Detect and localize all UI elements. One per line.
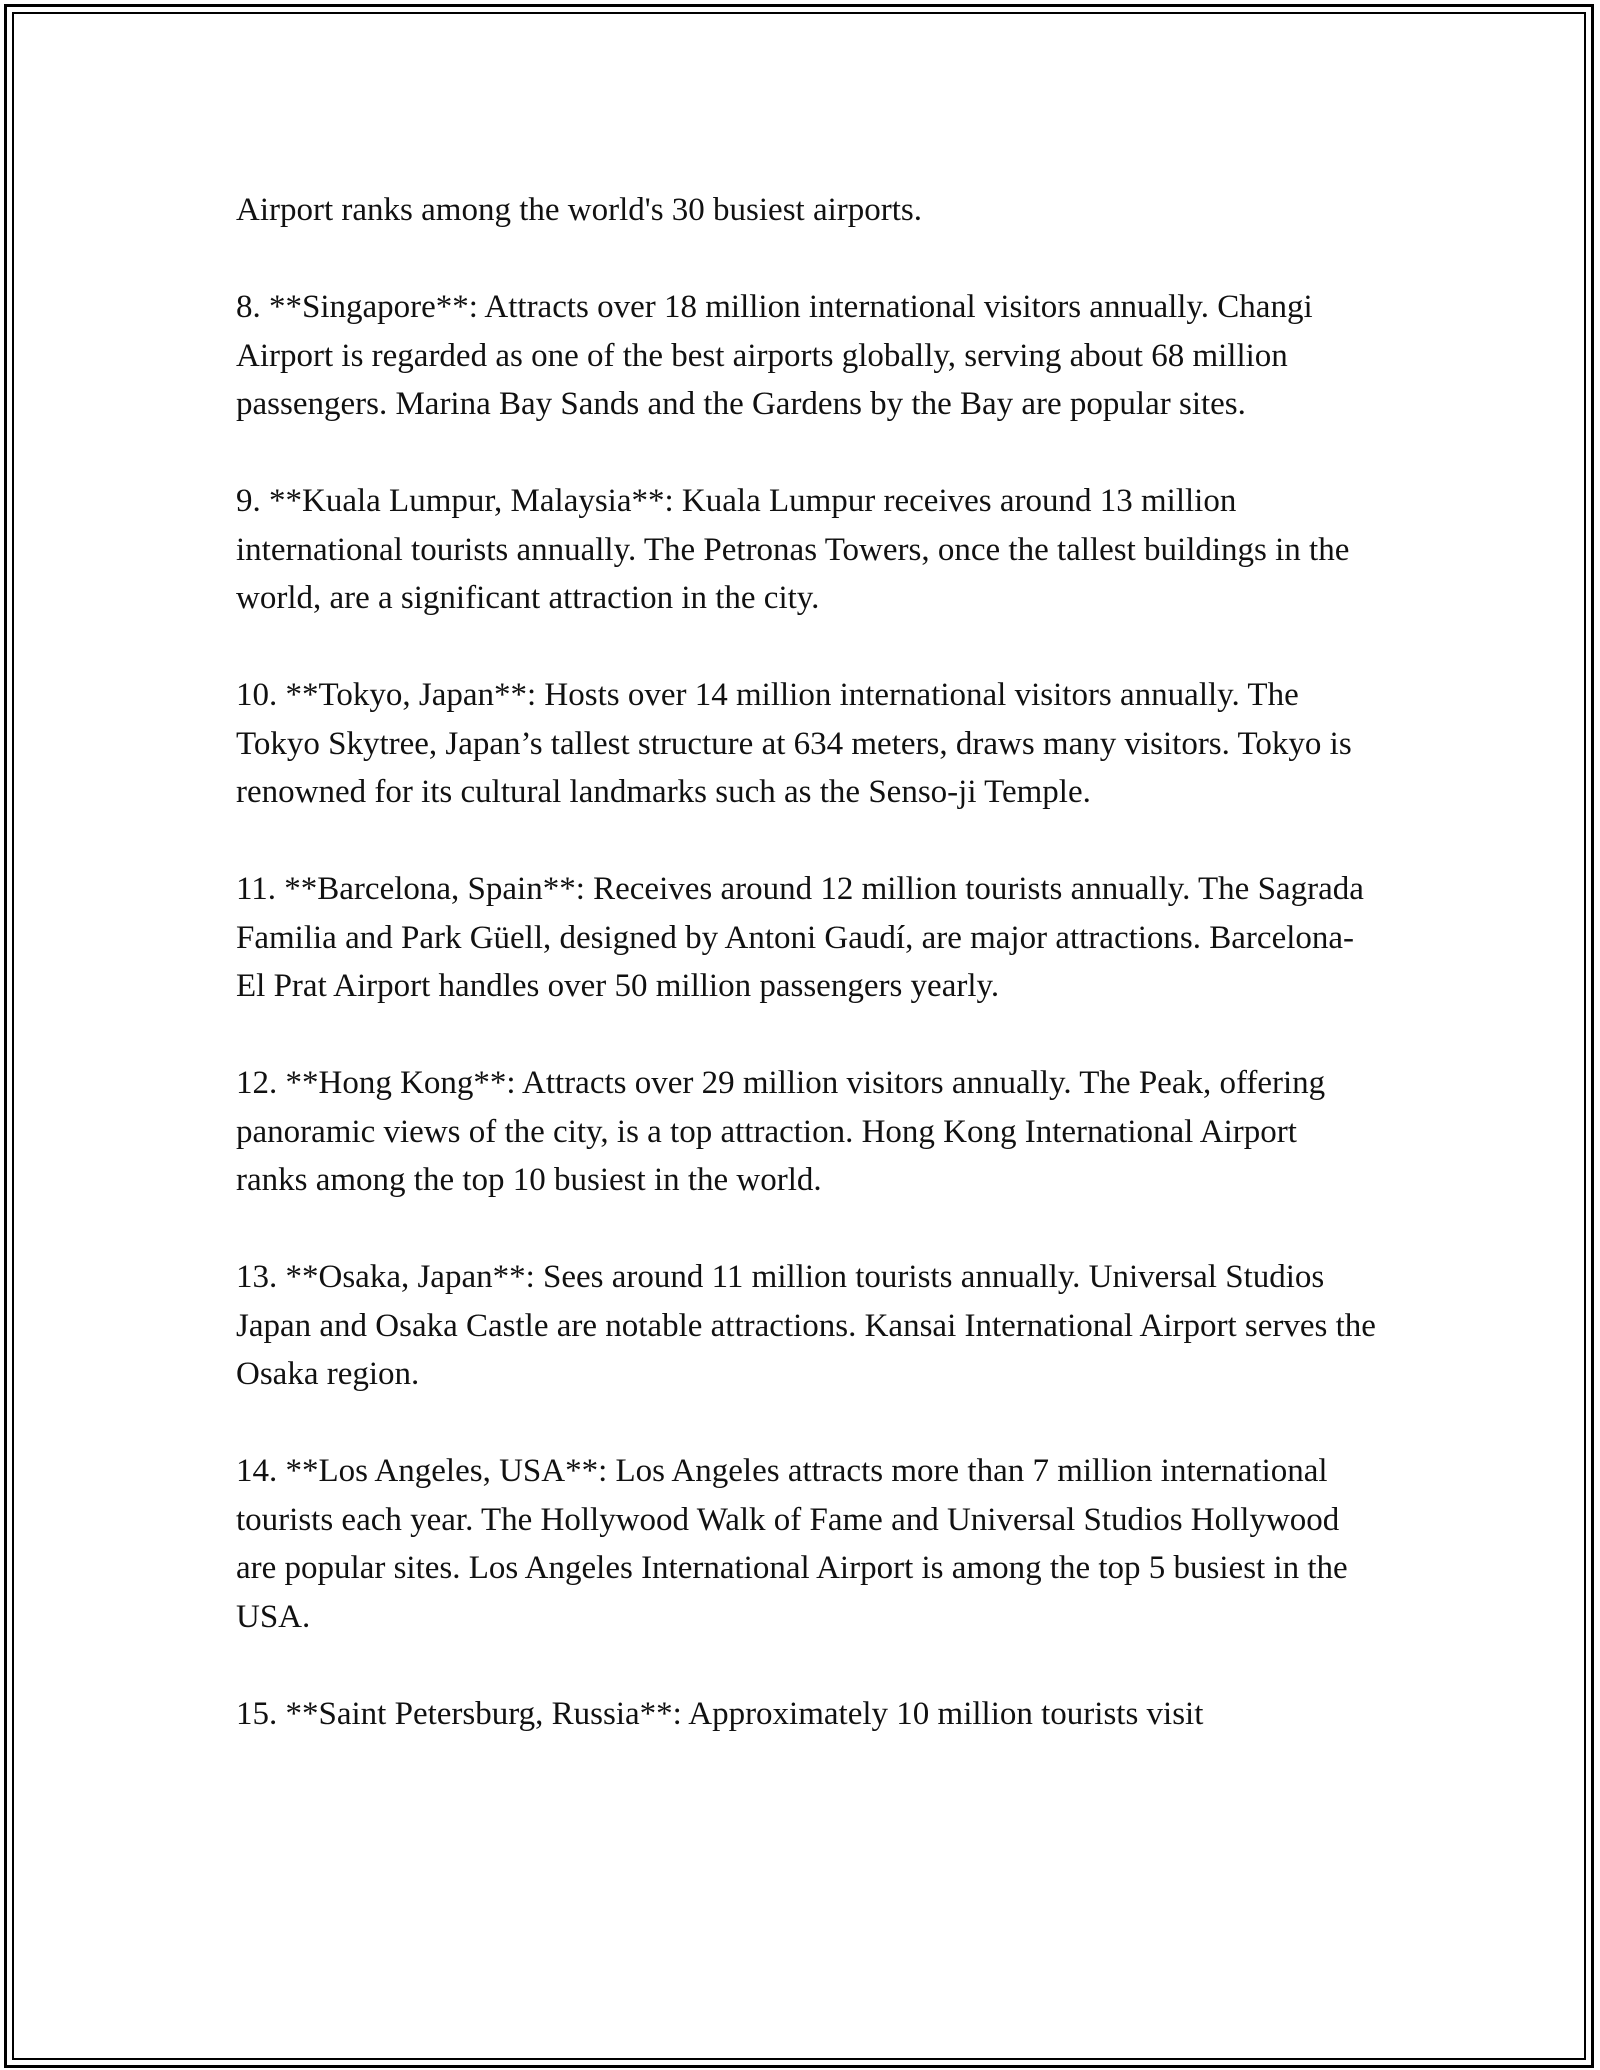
paragraph-los-angeles: 14. **Los Angeles, USA**: Los Angeles attracts more than 7 million international tourists each year. The Hollywood Walk of Fame and Universal Studios Hollywood are popular sites. Los Angeles International Airport is among the top 5 busiest in the USA. [236,1453,1348,1635]
paragraph-barcelona: 11. **Barcelona, Spain**: Receives around 12 million tourists annually. The Sagrada Familia and Park Güell, designed by Antoni Gaudí, are major attractions. Barcelona-El Prat Airport handles over 50 million passengers yearly. [236,871,1364,1004]
document-body [236,186,1376,1787]
paragraph-tokyo: 10. **Tokyo, Japan**: Hosts over 14 million international visitors annually. The Tokyo Skytree, Japan’s tallest structure at 634 meters, draws many visitors. Tokyo is renowned for its cultural landmarks such as the Senso-ji Temple. [236,677,1352,810]
paragraph-continuation: Airport ranks among the world's 30 busiest airports. [236,192,923,228]
paragraph-singapore: 8. **Singapore**: Attracts over 18 million international visitors annually. Changi Airport is regarded as one of the best airports globally, serving about 68 million passengers. Marina Bay Sands and the Gardens by the Bay are popular sites. [236,289,1313,422]
paragraph-hong-kong: 12. **Hong Kong**: Attracts over 29 million visitors annually. The Peak, offering panoramic views of the city, is a top attraction. Hong Kong International Airport ranks among the top 10 busiest in the world. [236,1065,1326,1198]
paragraph-osaka: 13. **Osaka, Japan**: Sees around 11 million tourists annually. Universal Studios Japan and Osaka Castle are notable attractions. Kansai International Airport serves the Osaka region. [236,1259,1376,1392]
paragraph-saint-petersburg: 15. **Saint Petersburg, Russia**: Approximately 10 million tourists visit [236,1695,1204,1732]
paragraph-kuala-lumpur: 9. **Kuala Lumpur, Malaysia**: Kuala Lumpur receives around 13 million international tourists annually. The Petronas Towers, once the tallest buildings in the world, are a significant attraction in the city. [236,483,1350,616]
